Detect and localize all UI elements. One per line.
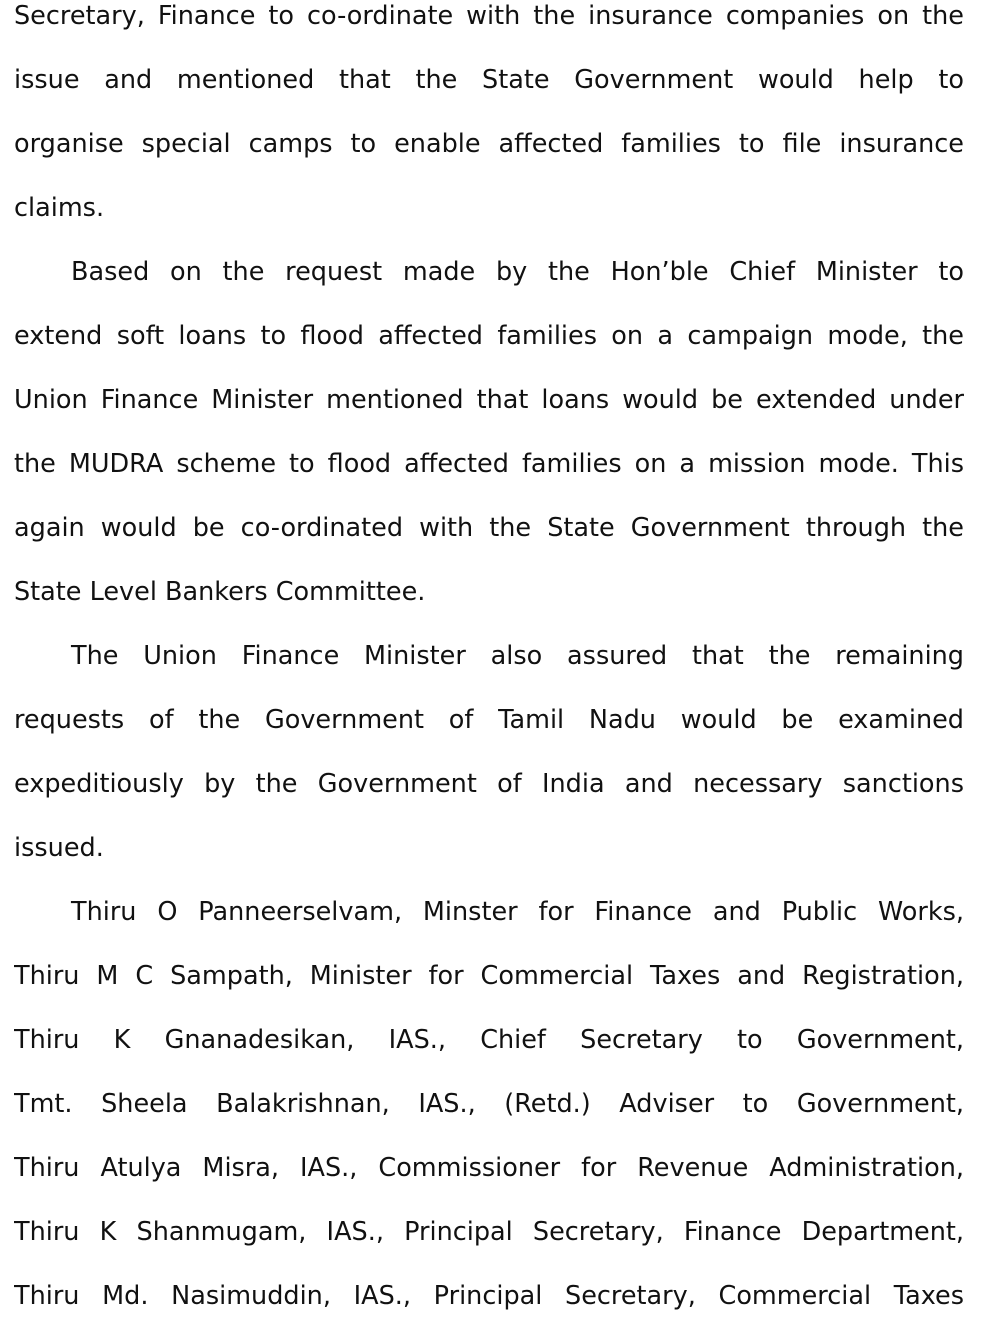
text-line: Thiru O Panneerselvam, Minster for Finance and Public Works, bbox=[71, 897, 964, 927]
text-line: Tmt. Sheela Balakrishnan, IAS., (Retd.) Adviser to Government, bbox=[14, 1089, 964, 1119]
text-line: The Union Finance Minister also assured that the remaining bbox=[71, 641, 964, 671]
text-line: the MUDRA scheme to flood affected families on a mission mode. This bbox=[14, 449, 964, 479]
text-line: requests of the Government of Tamil Nadu would be examined bbox=[14, 705, 964, 735]
text-line: State Level Bankers Committee. bbox=[14, 577, 426, 607]
text-line: Thiru Md. Nasimuddin, IAS., Principal Secretary, Commercial Taxes bbox=[14, 1281, 964, 1311]
text-line: issue and mentioned that the State Government would help to bbox=[14, 65, 964, 95]
text-line: Thiru K Shanmugam, IAS., Principal Secretary, Finance Department, bbox=[14, 1217, 964, 1247]
text-line: Based on the request made by the Hon’ble Chief Minister to bbox=[71, 257, 964, 287]
text-line: again would be co-ordinated with the State Government through the bbox=[14, 513, 964, 543]
text-line: Thiru K Gnanadesikan, IAS., Chief Secretary to Government, bbox=[14, 1025, 964, 1055]
text-line: issued. bbox=[14, 833, 104, 863]
text-line: claims. bbox=[14, 193, 105, 223]
text-line: Thiru Atulya Misra, IAS., Commissioner for Revenue Administration, bbox=[14, 1153, 964, 1183]
text-line: expeditiously by the Government of India and necessary sanctions bbox=[14, 769, 964, 799]
text-line: organise special camps to enable affected families to file insurance bbox=[14, 129, 964, 159]
text-line: Thiru M C Sampath, Minister for Commercial Taxes and Registration, bbox=[14, 961, 964, 991]
text-line: Secretary, Finance to co-ordinate with the insurance companies on the bbox=[14, 1, 964, 31]
text-line: Union Finance Minister mentioned that loans would be extended under bbox=[14, 385, 964, 415]
text-line: extend soft loans to flood affected families on a campaign mode, the bbox=[14, 321, 964, 351]
